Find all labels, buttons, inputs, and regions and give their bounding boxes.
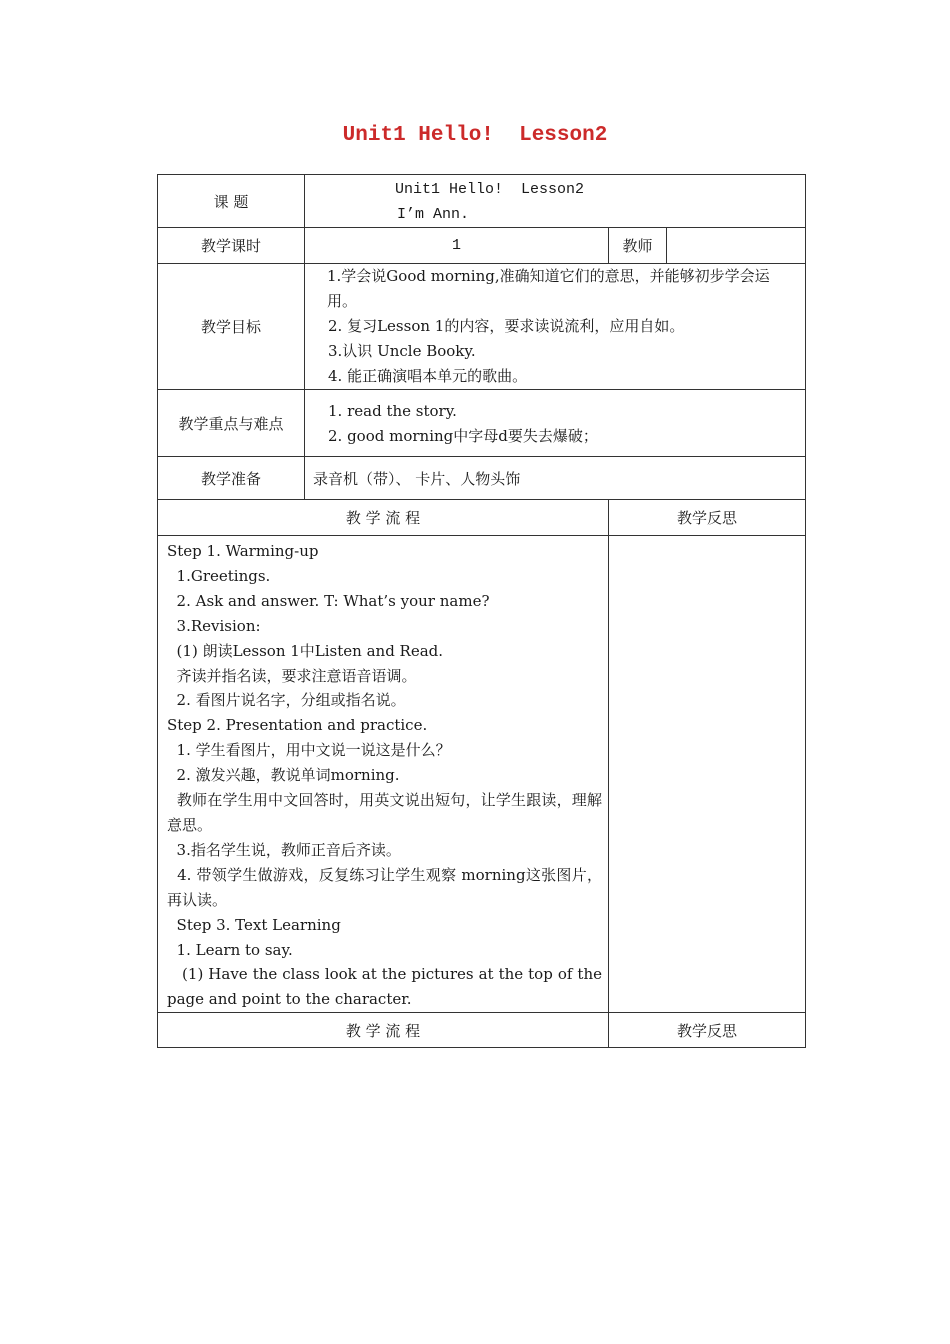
goal-item: 1.学会说Good morning,准确知道它们的意思，并能够初步学会运用。 [327,267,770,310]
flow-line: 2. 激发兴趣，教说单词morning. [167,766,400,785]
reflection-footer: 教学反思 [609,1013,806,1048]
topic-value [305,175,806,228]
flow-line: 1.Greetings. [167,566,271,585]
teacher-value [667,228,806,264]
lesson-plan-table [157,174,806,1048]
document-title: Unit1 Hello! Lesson2 [342,124,608,147]
hours-label: 教学课时 [158,228,305,264]
flow-line: 1. 学生看图片，用中文说一说这是什么？ [167,741,451,760]
topic-line-1: Unit1 Hello! Lesson2 [395,181,585,198]
keypoints-label: 教学重点与难点 [158,390,305,457]
goal-item: 3.认识 Uncle Booky. [328,342,476,360]
flow-line: 齐读并指名读，要求注意语音语调。 [167,666,417,685]
flow-footer: 教 学 流 程 [158,1013,609,1048]
keypoints-list [305,390,806,457]
flow-body-row [158,536,806,1013]
keypoint-item: 2. good morning中字母d要失去爆破； [328,427,598,445]
keypoints-row [158,390,806,457]
flow-header-row [158,500,806,536]
keypoint-item: 1. read the story. [328,402,457,420]
flow-line: (1) Have the class look at the pictures at the top of the page and point to the character. [167,965,607,1009]
topic-line-2: I’m Ann. [397,206,470,223]
goal-item: 2. 复习Lesson 1的内容，要求读说流利，应用自如。 [328,317,685,335]
teacher-label [609,228,667,264]
flow-line: 2. Ask and answer. T: What’s your name? [167,591,490,610]
topic-label: 课 题 [158,175,305,228]
flow-line: Step 3. Text Learning [167,915,341,934]
flow-line: 教师在学生用中文回答时，用英文说出短句，让学生跟读，理解意思。 [167,791,602,834]
hours-value: 1 [305,228,609,264]
flow-line: 2. 看图片说名字，分组或指名说。 [167,691,406,710]
teacher-label-text: 教师 [622,237,653,255]
topic-row [158,175,806,228]
prep-label: 教学准备 [158,457,305,500]
prep-value: 录音机（带）、 卡片、人物头饰 [305,457,806,500]
flow-footer-row [158,1013,806,1048]
flow-line: Step 1. Warming-up [167,542,319,560]
flow-line: Step 2. Presentation and practice. [167,716,428,735]
reflection-header: 教学反思 [609,500,806,536]
flow-content [158,536,609,1013]
goals-label: 教学目标 [158,264,305,390]
goal-item: 4. 能正确演唱本单元的歌曲。 [328,367,528,385]
flow-line: 1. Learn to say. [167,940,293,959]
flow-line: (1) 朗读Lesson 1中Listen and Read. [167,641,444,660]
flow-line: 4. 带领学生做游戏，反复练习让学生观察 morning这张图片，再认读。 [167,865,603,909]
goals-list [305,264,806,390]
flow-line: 3.Revision: [167,616,261,635]
flow-header: 教 学 流 程 [158,500,609,536]
hours-row [158,228,806,264]
flow-line: 3.指名学生说，教师正音后齐读。 [167,840,401,859]
goals-row [158,264,806,390]
reflection-content [609,536,806,1013]
prep-row [158,457,806,500]
